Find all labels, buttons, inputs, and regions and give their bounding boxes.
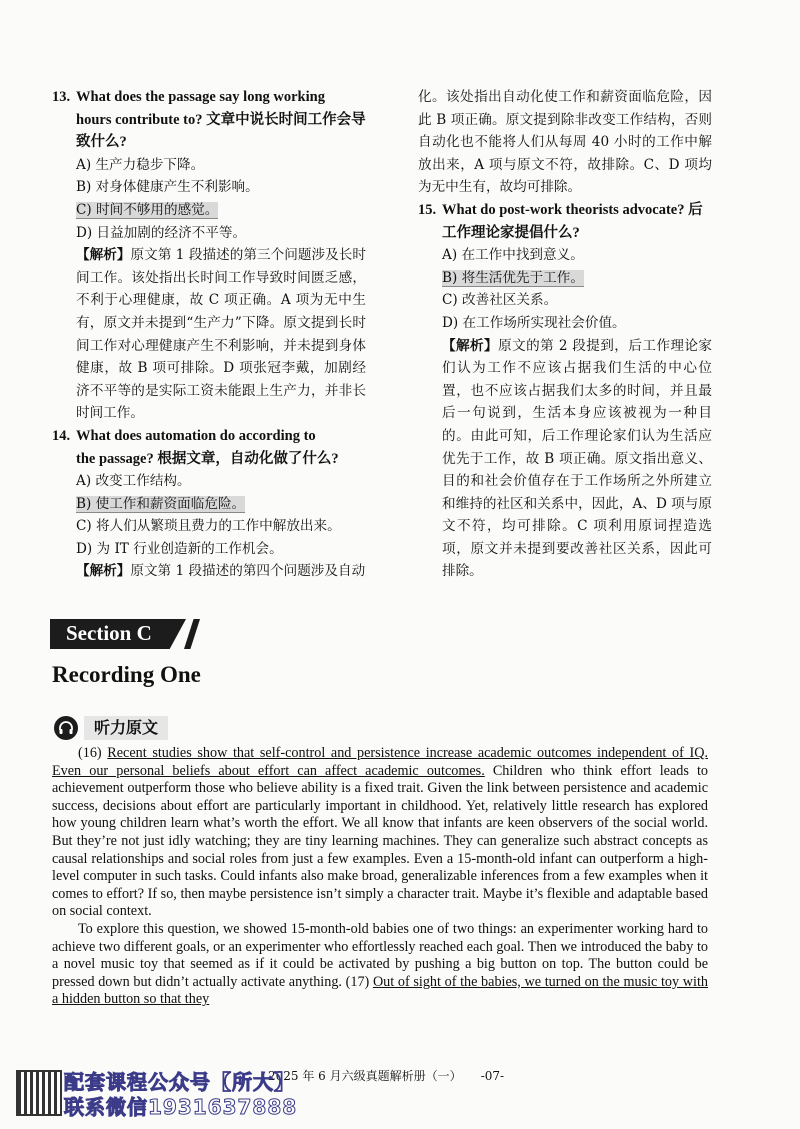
- question-14: 14. What does automation do according to the passage? 根据文章，自动化做了什么?: [52, 425, 366, 470]
- question-13-line2: hours contribute to? 文章中说长时间工作会导致什么?: [76, 111, 366, 151]
- section-c-banner: [50, 619, 200, 649]
- q15-option-c: C) 改善社区关系。: [442, 292, 558, 309]
- q13-option-a: A) 生产力稳步下降。: [76, 156, 205, 173]
- recording-title: Recording One: [52, 662, 201, 687]
- qr-code: [16, 1070, 62, 1116]
- question-15-line1: What do post-work theorists advocate? 后: [442, 201, 703, 218]
- left-column: [52, 86, 366, 583]
- script-label: 听力原文: [84, 716, 168, 740]
- q14-option-c: C) 将人们从繁琐且费力的工作中解放出来。: [76, 518, 341, 535]
- question-14-line1: What does automation do according to: [76, 427, 316, 444]
- promo-line-1: 配套课程公众号【所大】: [64, 1070, 295, 1094]
- q13-option-d: D) 日益加剧的经济不平等。: [76, 224, 247, 241]
- q14-option-d: D) 为 IT 行业创造新的工作机会。: [76, 540, 283, 557]
- transcript-paragraph-1: (16) Recent studies show that self-control and persistence increase academic outcomes independent of IQ. Even our personal beliefs about effort can affect academic outcomes. Children who think effort leads to achievement outperform those who believe ability is a fixed trait. Given the link between persistence and academic success, decisions about effort are particularly important in childhood. Yet, relatively little research has explored how young children learn what’s worth the effort. We all know that infants are keen observers of the social world. But they’re not just idly watching; they are tiny learning machines. They can generalize such abstract concepts as causal relationships and social roles from just a few examples. Even a 15-month-old infant can outperform a high-level computer in such tasks. Could infants also make broad, generalizable inferences from a few examples when it comes to effort? If so, then maybe persistence isn’t simply a character trait. Maybe it’s flexible and adaptable based on social context.: [52, 745, 708, 920]
- q14-analysis-continued: 化。该处指出自动化使工作和薪资面临危险，因此 B 项正确。原文提到除非改变工作结构，否则自动化也不能将人们从每周 40 小时的工作中解放出来，A 项与原文不符，故排除。C、D 项均为无中生有，故均可排除。: [418, 89, 712, 196]
- page-number: -07-: [480, 1069, 505, 1083]
- question-13-line1: What does the passage say long working: [76, 89, 325, 105]
- q15-option-a: A) 在工作中找到意义。: [442, 247, 584, 264]
- headphones-icon: [54, 716, 78, 740]
- question-15-line2: 工作理论家提倡什么?: [442, 224, 580, 241]
- question-15: 15. What do post-work theorists advocate? 后 工作理论家提倡什么?: [418, 199, 712, 244]
- right-column: [418, 86, 712, 583]
- q14-option-b-answer: B) 使工作和薪资面临危险。: [76, 495, 246, 512]
- footer-title: 2025 年 6 月六级真题解析册（一）: [268, 1069, 462, 1083]
- q13-analysis: 【解析】原文第 1 段描述的第三个问题涉及长时间工作。该处指出长时间工作导致时间匮乏感，不利于心理健康，故 C 项正确。A 项为无中生有，原文并未提到“生产力”下降。原文提到长时间工作对心理健康产生不利影响，并未提到身体健康，故 B 项可排除。D 项张冠李戴，加剧经济不平等的是实际工资未能跟上生产力，并非长时间工作。: [76, 247, 367, 422]
- promo-line-2: 联系微信1931637888: [64, 1095, 298, 1119]
- answer-16-underline: Recent studies show that self-control and persistence increase academic outcomes independent of IQ. Even our personal beliefs about effort can affect academic outcomes.: [52, 745, 708, 779]
- page-footer: [268, 1067, 504, 1084]
- q15-option-d: D) 在工作场所实现社会价值。: [442, 314, 626, 331]
- section-label: Section C: [66, 621, 152, 645]
- q14-analysis: 【解析】原文第 1 段描述的第四个问题涉及自动: [76, 563, 366, 580]
- transcript: [52, 745, 708, 1009]
- question-13: 13. What does the passage say long working hours contribute to? 文章中说长时间工作会导致什么?: [52, 86, 366, 154]
- q15-analysis: 【解析】原文的第 2 段提到，后工作理论家们认为工作不应该占据我们生活的中心位置，也不应该占据我们太多的时间，并且最后一句说到，生活本身应该被视为一种目的。由此可知，后工作理论家们认为生活应优先于工作，故 B 项正确。原文指出意义、目的和社会价值存在于工作场所之外所建立和维持的社区和关系中，因此，A、D 项与原文不符，均可排除。C 项利用原词捏造选项，原文并未提到要改善社区关系，因此可排除。: [442, 337, 712, 580]
- q14-option-a: A) 改变工作结构。: [76, 473, 191, 490]
- question-14-line2: the passage? 根据文章，自动化做了什么?: [76, 450, 339, 467]
- q13-option-c-answer: C) 时间不够用的感觉。: [76, 201, 219, 218]
- answer-17-underline: Out of sight of the babies, we turned on the music toy with a hidden button so that they: [52, 973, 708, 1008]
- transcript-paragraph-2: To explore this question, we showed 15-month-old babies one of two things: an experimenter working hard to achieve two different goals, or an experimenter who effortlessly reached each goal. Then we introduced the baby to a novel music toy that seemed as if it could be activated by pushing a big button on top. The button could be pressed down but didn’t actually activate anything. (17) Out of sight of the babies, we turned on the music toy with a hidden button so that they: [52, 920, 708, 1008]
- script-header: [54, 716, 168, 740]
- q15-option-b-answer: B) 将生活优先于工作。: [442, 269, 584, 286]
- q13-option-b: B) 对身体健康产生不利影响。: [76, 179, 259, 196]
